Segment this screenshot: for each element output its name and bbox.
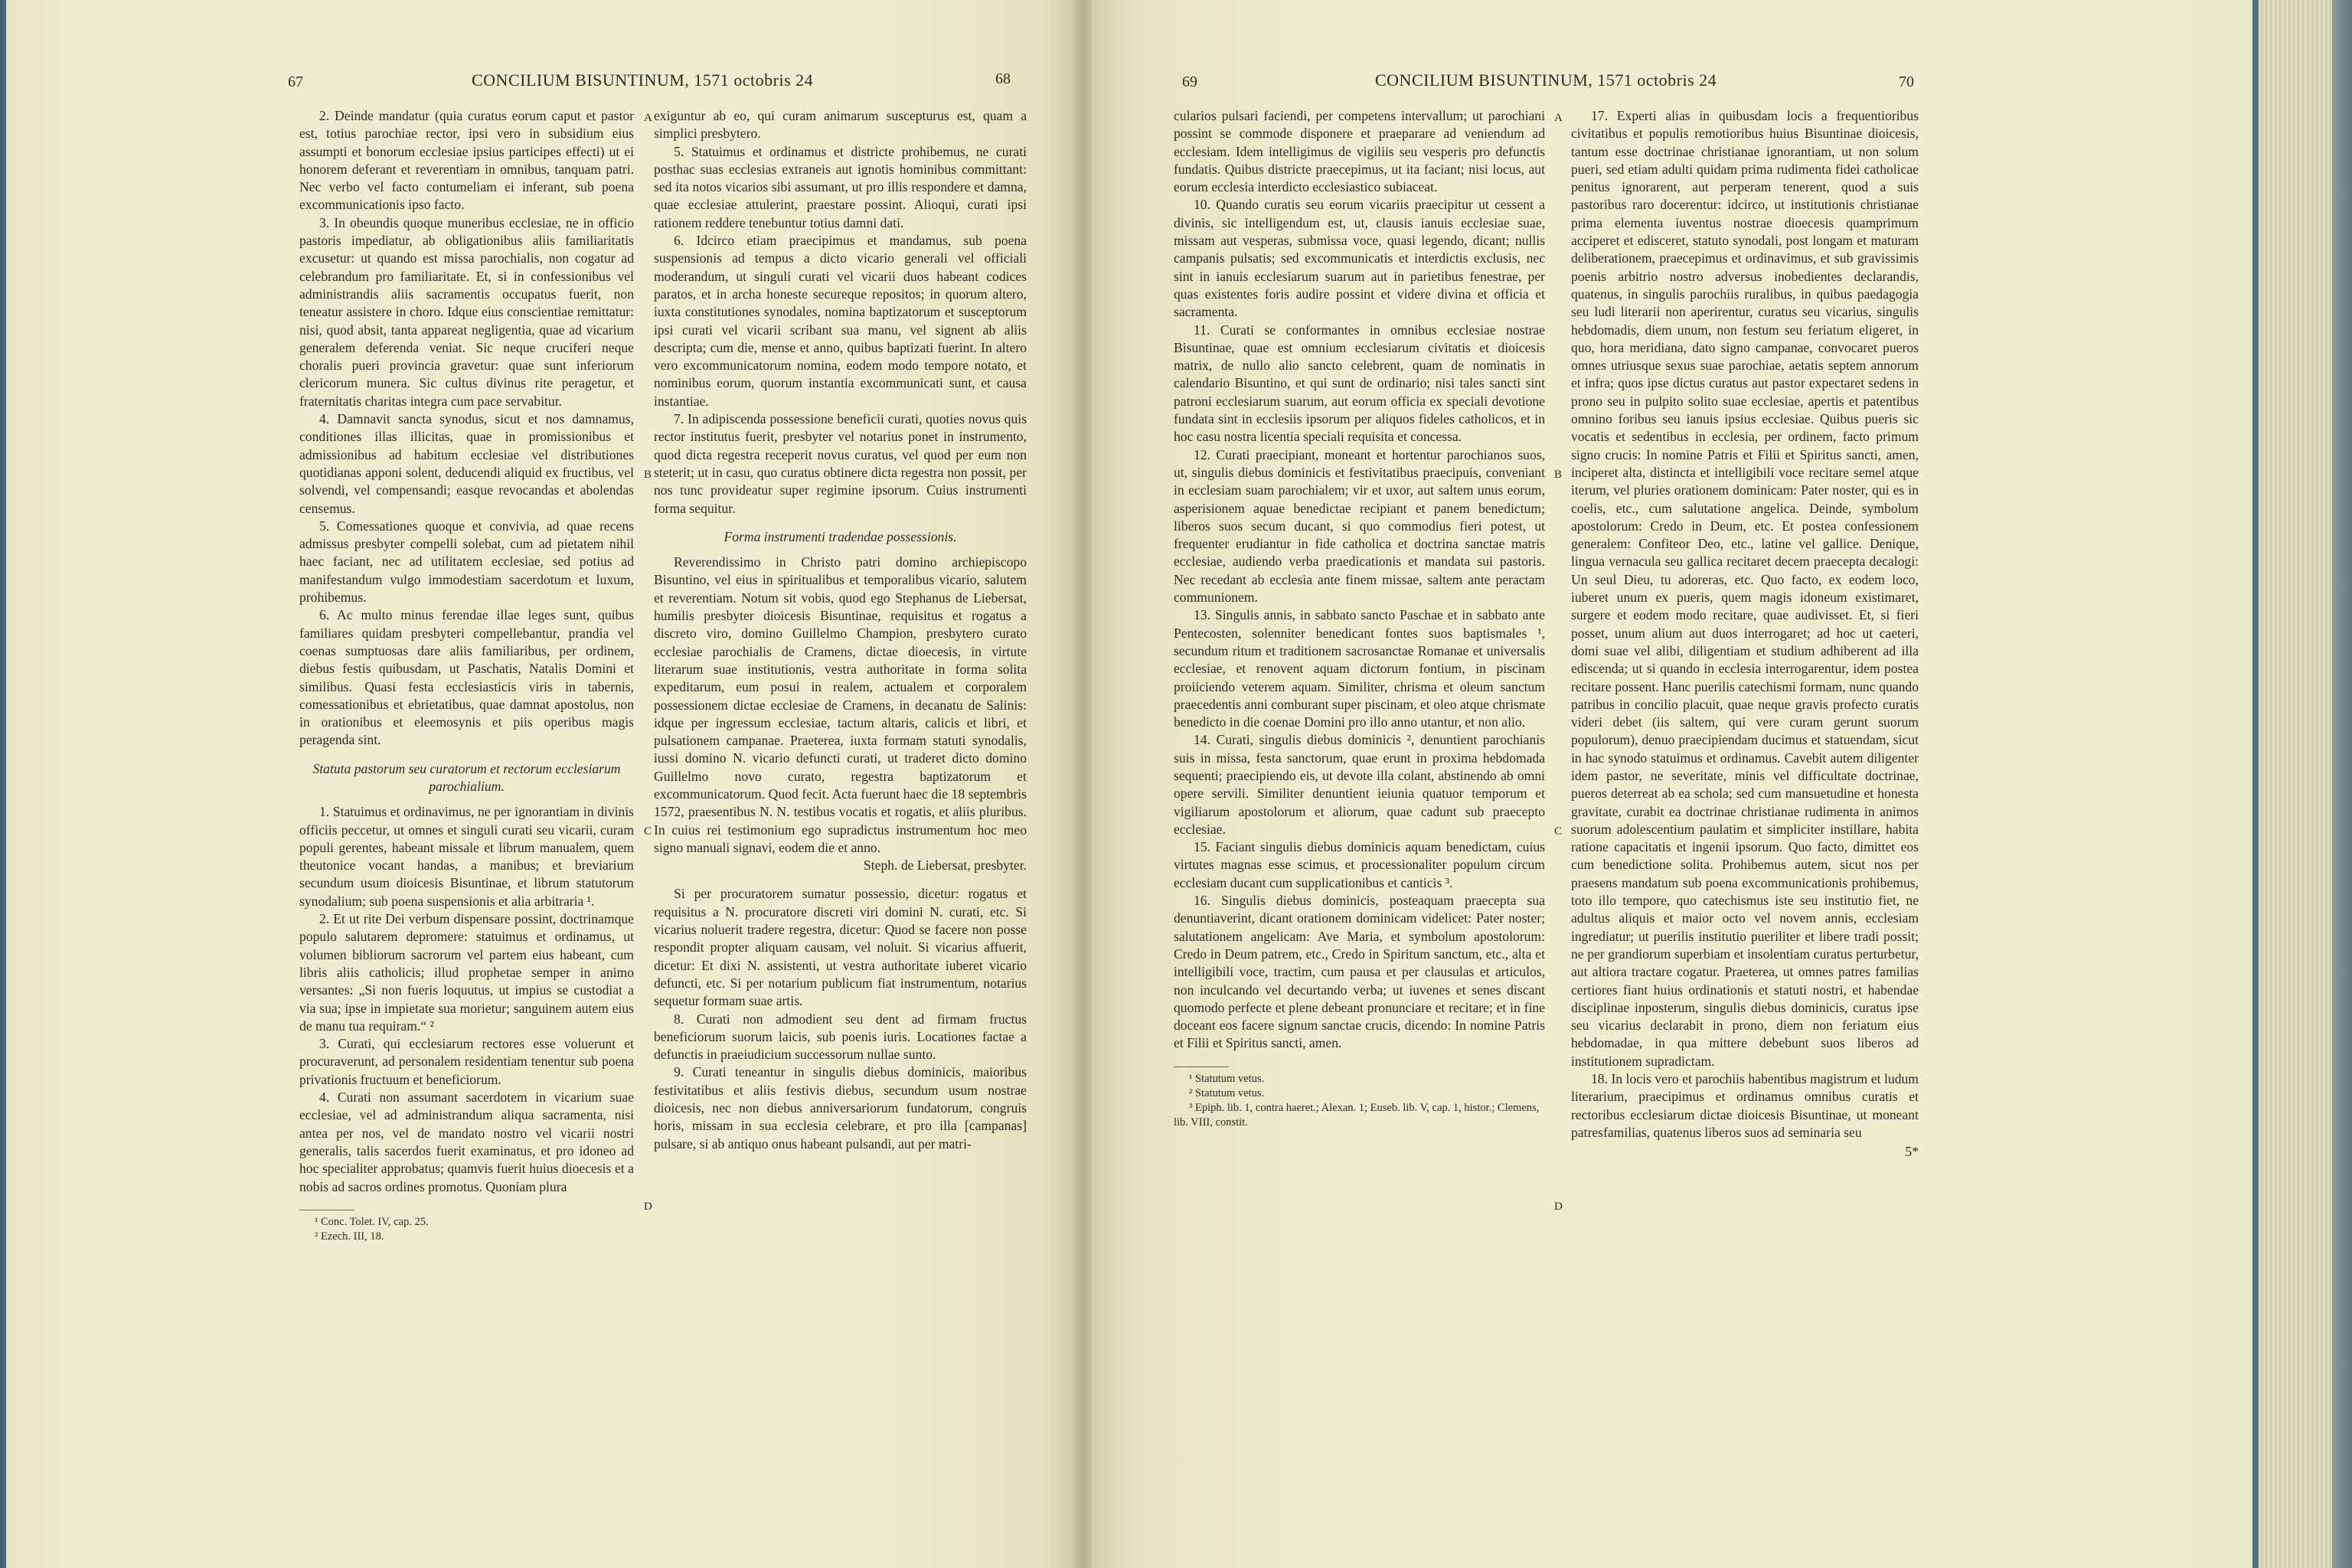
column-number-69: 69 (1182, 74, 1197, 90)
open-book (6, 0, 2252, 1568)
paragraph: 9. Curati teneantur in singulis diebus dominicis, maioribus festivitatibus et aliis festivis diebus, secundum usum nostrae dioicesis, nec non diebus anniversariorum fundatorum, congruis horis, missam in sua ecclesia celebrare, et pro illa [campanas] pulsare, si ab antiquo onus habeant pulsandi, aut per matri- (654, 1064, 1027, 1152)
section-heading-forma: Forma instrumenti tradendae possessionis. (724, 528, 957, 544)
right-column-1 (1174, 107, 1545, 1130)
right-page (1092, 0, 2252, 1568)
paragraph: 10. Quando curatis seu eorum vicariis praecipitur ut cessent a divinis, sic intelligendum est, ut, clausis ianuis ecclesiae suae, missam aut vesperas, submissa voce, quasi legendo, dicant; nullis campanis pulsatis; sed excommunicatis et interdictis exclusis, nec sint in ianuis ecclesiarum suarum aut in parietibus fenestrae, per quas existentes foris audire possint et videre divina et officia et sacramenta. (1174, 197, 1545, 320)
margin-letter-c: C (644, 825, 652, 838)
footnotes-left (299, 1210, 634, 1244)
paragraph: 2. Deinde mandatur (quia curatus eorum caput et pastor est, totius parochiae rector, ipsi vero in subsidium eius assumpti et bonorum ecclesiae ipsius participes effecti) ut ei honorem deferant et reverentiam in omnibus, tanquam patri. Nec verbo vel facto contumeliam ei inferant, sub poena excommunicationis ipso facto. (299, 108, 634, 213)
paragraph: Si per procuratorem sumatur possessio, dicetur: rogatus et requisitus a N. procuratore discreti viri domini N. curati, etc. Si vicarius noluerit tradere regestra, dicetur: Quod se facere non posse respondit propter aliquam causam, vel noluit. Si vicarius affuerit, dicetur: Et dixi N. assistenti, ut vestra authoritate iuberet vicario defuncti, etc. Si per notarium publicum fiat instrumentum, notarius sequetur formam suae artis. (654, 886, 1027, 1009)
margin-letter-d: D (644, 1200, 652, 1213)
paragraph: cularios pulsari faciendi, per competens intervallum; ut parochiani possint se commode disponere et praeparare ad veniendum ad ecclesiam. Idem intelligimus de vigiliis seu vesperis pro defunctis fundatis. Quibus districte praecepimus, ut ita faciant; nisi locus, aut eorum ecclesia interdicto ecclesiastico subiaceat. (1174, 108, 1545, 195)
paragraph: 12. Curati praecipiant, moneant et hortentur parochianos suos, ut, singulis diebus dominicis et festivitatibus praecipuis, conveniant in ecclesiam suam parochialem; vir et uxor, aut saltem unus eorum, asperisionem aquae benedictae recipiant et panem benedictum; liberos suos secum ducant, si quo commodius fieri potest, ut frequenter erudiantur in fide catholica et doctrina sanctae matris ecclesiae, audiendo verba praedicationis et mandata sui pastoris. Nec recedant ab ecclesia ante finem missae, saltem ante peractam communionem. (1174, 446, 1545, 606)
column-number-67: 67 (288, 74, 303, 90)
footnotes-right (1174, 1067, 1545, 1130)
column-number-70: 70 (1899, 74, 1914, 90)
left-page (6, 0, 1074, 1568)
paragraph: 14. Curati, singulis diebus dominicis ², denuntient parochianis suis in missa, festa sanctorum, quae erunt in proxima hebdomada sequenti; praecipiendo eis, ut devote illa colant, abstinendo ab omni opere servili. Similiter denuntient ieiunia quatuor temporum et vigiliarum apostolorum et aliorum, quae cadunt sub praecepto ecclesiae. (1174, 732, 1545, 837)
paragraph: 17. Experti alias in quibusdam locis a frequentioribus civitatibus et populis remotioribus huius Bisuntinae dioicesis, tantum esse doctrinae christianae ignorantiam, ut non solum pueri, sed etiam adulti quidam prima rudimenta fidei catholicae penitus ignorarent, aut perperam tenerent, quod a suis pastoribus raro docerentur: idcirco, ut institutionis christianae prima elementa iuventus nostrae dioecesis quamprimum acciperet et edisceret, statuto synodali, post longam et maturam deliberationem, praecepimus et ordinavimus, et sub gravissimis poenis arbitrio nostro adversus inobedientes declarandis, quatenus, in singulis parochiis ruralibus, in quibus paedagogia seu ludi literarii non aperirentur, curatus seu vicarius, singulis hebdomadis, diem unum, non festum seu feriatum eligeret, in quo, hora meridiana, dato signo campanae, convocaret pueros omnes utriusque sexus suae parochiae, aetatis septem annorum et infra; quos ipse dictus curatus aut pastor expectaret sedens in prono seu in pulpito solito suae ecclesiae, apertis et patentibus omnino foribus seu ianuis ipsius ecclesiae. Quibus pueris sic vocatis et sedentibus in ecclesia, per ordinem, facto primum signo crucis: In nomine Patris et Filii et Spiritus sancti, amen, inciperet alta, distincta et intelligibili voce recitare semel atque iterum, vel pluries orationem dominicam: Pater noster, qui es in coelis, etc., cum salutatione angelica. Deinde, symbolum apostolorum: Credo in Deum, etc. Et postea confessionem generalem: Confiteor Deo, etc., latine vel gallice. Denique, lingua vernacula seu gallica recitaret decem praecepta decalogi: Un seul Dieu, tu adoreras, etc. Quo facto, ex eodem loco, iuberet unum ex pueris, quem magis idoneum existimaret, surgere et eodem modo recitare, quae audivisset. Et, si fieri posset, unum alium aut duos interrogaret; ad hoc ut caeteri, domi suae vel alibi, diligentiam et studium adhiberent ad illa ediscenda; ut si quando in ecclesia interrogarentur, idem postea recitare possent. Hanc puerilis catechismi formam, nunc quando patribus in concilio placuit, quae neque gravis profecto curatis videri debet (iis saltem, qui vere curam gerunt suorum populorum), denuo praecipiendam ducimus et statuendam, sicut in hac synodo statuimus et ordinamus. Cavebit autem diligenter idem pastor, ne severitate, minis vel difficultate doctrinae, pueros deterreat ab ea schola; sed cum mansuetudine et honesta gravitate, curabit ea doctrinae christianae rudimenta in animos suorum adolescentium paulatim et simpliciter instillare, habita ratione capacitatis et ingenii ipsorum. Quo facto, dimittet eos cum benedictione solita. Prohibemus autem, sicut nos per praesens mandatum sub poena excommunicationis prohibemus, toto illo tempore, quo catechismus iste seu institutio fiet, ne adultus aliquis et maior octo vel novem annis, ecclesiam ingrediatur; ut puerilis institutio pueriliter et libere tradi possit; ne per grandiorum superbiam et insolentiam curatus perturbetur, aut altiora tractare cogatur. Praeterea, ut omnes patres familias certiores fiant huius ordinationis et statuti nostri, et habendae disciplinae inposterum, singulis diebus dominicis, curatus ipse seu vicarius declarabit in prono, diem non feriatum eius hebdomadae, in qua mittere debebunt suos liberos ad institutionem supradictam. (1571, 108, 1919, 1069)
signature-mark: 5* (1905, 1144, 1919, 1160)
running-head-title: CONCILIUM BISUNTINUM, (1375, 70, 1593, 90)
column-number-68: 68 (995, 70, 1011, 87)
margin-letter-b: B (1554, 469, 1563, 481)
paragraph: 8. Curati non admodient seu dent ad firmam fructus beneficiorum suorum laicis, sub poenis iuris. Locationes factae a defunctis in praeiudicium successorum nullae sunto. (654, 1011, 1027, 1063)
section-heading-statuta: Statuta pastorum seu curatorum et rectorum ecclesiarum parochialium. (312, 760, 621, 794)
paragraph: exiguntur ab eo, qui curam animarum suscepturus est, quam a simplici presbytero. (654, 108, 1027, 142)
paragraph: Reverendissimo in Christo patri domino archiepiscopo Bisuntino, vel eius in spiritualibus et temporalibus vicario, salutem et reverentiam. Notum sit vobis, quod ego Stephanus de Liebersat, humilis presbyter dioicesis Bisuntinae, requisitus et rogatus a discreto viro, domino Guillelmo Champion, presbytero curato ecclesiae parochialis de Cramens, dictae dioecesis, in virtute literarum suae institutionis, vestra authoritate in forma solita expeditarum, eum posui in realem, actualem et corporalem possessionem dictae ecclesiae de Cramens, in decanatu de Salinis: idque per ingressum ecclesiae, tactum altaris, calicis et libri, et pulsationem campanae. Praeterea, iuxta formam statuti synodalis, iussi domino N. vicario defuncti curati, ut traderet dicto domino Guillelmo novo curato, regestra baptizatorum et excommunicatorum. Quod fecit. Acta fuerunt haec die 18 septembris 1572, praesentibus N. N. testibus vocatis et rogatis, et aliis pluribus. In cuius rei testimonium ego supradictus instrumentum hoc meo signo manuali signavi, eodem die et anno. (654, 554, 1027, 855)
footnote: ¹ Conc. Tolet. IV, cap. 25. (315, 1215, 429, 1228)
paragraph: 6. Ac multo minus ferendae illae leges sunt, quibus familiares quidam presbyteri compellebantur, prandia vel coenas sumptuosas dare aliis familiaribus, per ordinem, diebus festis quibusdam, ut Paschatis, Natalis Domini et similibus. Quasi festa ecclesiasticis viris in tabernis, comessationibus et ebrietatibus, quae damnat apostolus, non in orationibus et eleemosynis et piis operibus magis peragenda sint. (299, 607, 634, 748)
margin-letter-b: B (644, 469, 652, 481)
paragraph: 13. Singulis annis, in sabbato sancto Paschae et in sabbato ante Pentecosten, solenniter benedicant fontes suos baptismales ¹, secundum ritum et traditionem sacrosanctae Romanae et universalis ecclesiae, et renovent aquam dictorum fontium, in piscinam proiiciendo veterem aquam. Similiter, chrisma et oleum sanctum praecedentis anni comburant super piscinam, et oleo atque chrismate benedicto in die coenae Domini pro illo anno utantur, et non alio. (1174, 607, 1545, 730)
scan-edge-left (0, 0, 6, 1568)
running-head-title: CONCILIUM BISUNTINUM, (472, 70, 690, 90)
margin-letter-c: C (1554, 825, 1563, 838)
footnote: ¹ Statutum vetus. (1189, 1072, 1265, 1085)
notary-signature: Steph. de Liebersat, presbyter. (863, 858, 1027, 874)
paragraph: 1. Statuimus et ordinavimus, ne per ignorantiam in divinis officiis peccetur, ut omnes et singuli curati seu vicarii, curam populi gerentes, habeant missale et librum manualem, quem theutonice vocant handas, a manibus; et breviarium secundum usum dioicesis Bisuntinae, et librum statutorum synodalium; sub poena suspensionis et alia arbitraria ¹. (299, 804, 634, 909)
right-column-2 (1571, 107, 1919, 1172)
paragraph: 15. Faciant singulis diebus dominicis aquam benedictam, cuius virtutes magnas esse scimus, et processionaliter populum circum ecclesiam ducant cum supplicationibus et canticis ³. (1174, 839, 1545, 890)
left-column-2 (654, 107, 1027, 1153)
page-fore-edge (2259, 0, 2352, 1568)
margin-letter-a: A (644, 112, 652, 124)
running-head-right (1375, 70, 1717, 90)
paragraph: 16. Singulis diebus dominicis, posteaquam praecepta sua denuntiaverint, dicant orationem dominicam videlicet: Pater noster; salutationem angelicam: Ave Maria, et symbolum apostolorum: Credo in Deum patrem, etc., Credo in Spiritum sanctum, etc., alta et intelligibili voce, tractim, cum pausa et per clausulas et articulos, non inculcando vel decurtando verba; ut iuvenes et senes discant quomodo perfecte et plene debeant pronunciare et recitare; et in fine doceant eos facere signum sanctae crucis, dicendo: In nomine Patris et Filii et Spiritus sancti, amen. (1174, 893, 1545, 1051)
paragraph: 4. Damnavit sancta synodus, sicut et nos damnamus, conditiones illas illicitas, quae in promissionibus et admissionibus ad habitum ecclesiae vel distributiones quotidianas apponi solent, deducendi aliquid ex fructibus, vel solvendi, vel compensandi; easque revocandas et abolendas censemus. (299, 411, 634, 516)
footnote: ² Ezech. III, 18. (315, 1230, 384, 1243)
paragraph: 6. Idcirco etiam praecipimus et mandamus, sub poena suspensionis ad tempus a dicto vicario generali vel officiali moderandum, ut singuli curati vel vicarii duos habeant codices paratos, et in archa honeste secureque repositos; in quorum altero, iuxta constitutiones synodales, nomina baptizatorum et susceptorum ipsi curati vel vicarii scribant sua manu, vel signent ab aliis descripta; cum die, mense et anno, quibus baptizati fuerint. In altero vero excommunicatorum nomina, eodem modo tempore notato, et nominibus eorum, quorum instantia excommunicati sunt, et causa instantiae. (654, 233, 1027, 409)
paragraph: 2. Et ut rite Dei verbum dispensare possint, doctrinamque populo salutarem depromere: statuimus et ordinamus, ut volumen bibliorum sacrorum vel partem eius habeant, cum libris aliis catholicis; illud prophetae semper in animo versantes: „Si non fueris loquutus, ut impius se custodiat a via sua; ipse in impietate sua morietur; sanguinem autem eius de manu tua requiram.“ ² (299, 911, 634, 1034)
paragraph: 5. Comessationes quoque et convivia, ad quae recens admissus presbyter compelli solebat, cum ad pietatem nihil haec faciant, nec ad utilitatem ecclesiae, sed potius ad manifestandum vulgo immodestiam sacerdotum et luxum, prohibemus. (299, 518, 634, 606)
paragraph: 3. Curati, qui ecclesiarum rectores esse voluerunt et procuraverunt, ad personalem residentiam tenentur sub poena privationis fructuum et beneficiorum. (299, 1036, 634, 1087)
running-head-date: 1571 octobris 24 (1597, 70, 1717, 90)
book-gutter (1074, 0, 1092, 1568)
paragraph: 18. In locis vero et parochiis habentibus magistrum et ludum literarium, praecipimus et ordinamus omnibus curatis et rectoribus ecclesiarum dictae dioicesis Bisuntinae, ut moneant patresfamilias, quatenus liberos suos ad seminaria seu (1571, 1071, 1919, 1140)
left-column-1 (299, 107, 634, 1244)
footnote: ² Statutum vetus. (1189, 1086, 1265, 1099)
paragraph: 5. Statuimus et ordinamus et districte prohibemus, ne curati posthac suas ecclesias extraneis aut ignotis hominibus committant: sed ita notos vicarios sibi assumant, ut pro illis respondere et damna, quae ecclesiae attulerint, praestare possint. Alioqui, curati ipsi rationem reddere tenebuntur totius damni dati. (654, 143, 1027, 230)
running-head-left (472, 70, 813, 90)
paragraph: 11. Curati se conformantes in omnibus ecclesiae nostrae Bisuntinae, quae est omnium ecclesiarum civitatis et dioicesis matrix, de nullo alio sancto celebrent, quam de nominatis in calendario Bisuntino, et qui sunt de ordinario; nisi tales sancti sint patroni ecclesiarum suarum, aut eorum officia ex speciali devotione fundata sint in ecclesiis ipsorum per aliquos fideles catholicos, et in hoc casu nostra licentia speciali requisita et concessa. (1174, 322, 1545, 445)
margin-letter-a: A (1554, 112, 1563, 124)
paragraph: 3. In obeundis quoque muneribus ecclesiae, ne in officio pastoris impediatur, ab obligationibus aliis familiaritatis excusetur: ut quando est missa parochialis, non cogatur ad celebrandum pro familiaritate. Et, si in confessionibus vel administrandis aliis sacramentis occupatus fuerit, non teneatur assistere in choro. Idque eius conscientiae remittatur: nisi, quod absit, tanta appareat negligentia, quae ad vicarium generalem deferenda veniat. Sic neque cruciferi neque choralis pueri provincia gravetur: quae sunt inferiorum clericorum munera. Sic cultus divinus rite peragetur, et fraternitatis charitas integra cum pace servabitur. (299, 214, 634, 409)
paragraph: 4. Curati non assumant sacerdotem in vicarium suae ecclesiae, vel ad administrandum aliqua sacramenta, nisi antea per nos, vel de mandato nostro vel vicarii nostri generalis, talis sacerdos fuerit examinatus, et pro idoneo ad hoc specialiter approbatus; quamvis fuerit huius dioecesis et a nobis ad sacros ordines promotus. Quoniam plura (299, 1089, 634, 1194)
paragraph: 7. In adipiscenda possessione beneficii curati, quoties novus quis rector institutus fuerit, presbyter vel notarius ponet in instrumento, quod dicta regestra receperit novus curatus, vel quod per eum non steterit; ut in casu, quo curatus obtinere dicta regestra non possit, per nos tunc provideatur super regimine ipsorum. Cuius instrumenti forma sequitur. (654, 411, 1027, 516)
running-head-date: 1571 octobris 24 (694, 70, 814, 90)
footnote: ³ Epiph. lib. 1, contra haeret.; Alexan. 1; Euseb. lib. V, cap. 1, histor.; Clemens, lib. VIII, constit. (1174, 1101, 1540, 1129)
margin-letter-d: D (1554, 1200, 1563, 1213)
